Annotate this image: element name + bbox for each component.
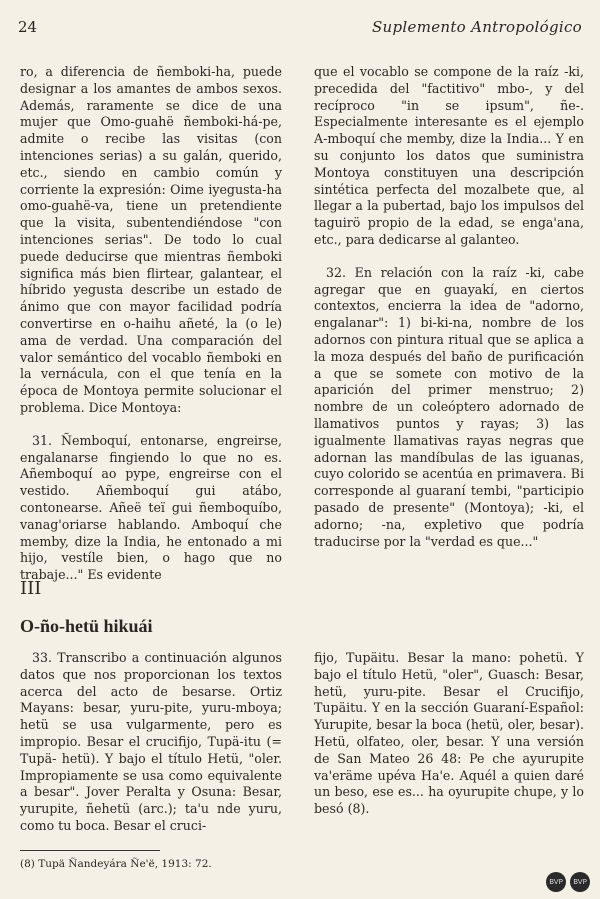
- paragraph-31: 31. Ñemboquí, entonarse, engreirse, engalanarse fingiendo lo que no es. Añemboquí ao pype, engreirse con el vestido. Añemboquí gui atábo, contonearse. Añeë teï gui ñemboquíbo, vanag'oriarse hablando. Amboquí che memby, dize la India, he entonado a mi hijo, vestíle bien, o hago que no trabaje..." Es evidente: [20, 432, 282, 583]
- footnote-divider: [20, 850, 160, 851]
- paragraph: fijo, Tupäitu. Besar la mano: pohetü. Y bajo el título Hetü, "oler", Guasch: Besar, hetü, yuru-pite. Besar el Crucifijo, Tupäitu. Y en la sección Guaraní-Español: Yurupite, besar la boca (hetü, oler, besar). Hetü, olfateo, oler, besar. Y una versión de San Mateo 26 48: Pe che ayurupite va'eräme upéva Ha'e. Aquél a quien daré un beso, ese es... ha oyurupite chupe, y lo besó (8).: [314, 650, 584, 817]
- section-number: III: [20, 578, 42, 599]
- logo-text: BVP: [549, 878, 563, 886]
- logo-text: BVP: [573, 878, 587, 886]
- paragraph: ro, a diferencia de ñemboki-ha, puede designar a los amantes de ambos sexos. Además, raramente se dice de una mujer que Omo-guahë ñemboki-há-pe, admite o recibe las visitas (con intenciones serias) a su galán, querido, etc., siendo en cambio común y corriente la expresión: Oime iyegusta-ha omo-guahë-va, tiene un pretendiente que la visita, subentendiéndose "con intenciones serias". De todo lo cual puede deducirse que mientras ñemboki significa más bien flirtear, galantear, el híbrido yegusta describe un estado de ánimo que con mayor facilidad podría convertirse en o-haihu añeté, la (o le) ama de verdad. Una comparación del valor semántico del vocablo ñemboki en la vernácula, con el que tenía en la época de Montoya permite solucionar el problema. Dice Montoya:: [20, 64, 282, 415]
- section-title: O-ño-hetü hikuái: [20, 616, 153, 636]
- right-column-bottom: [314, 650, 584, 818]
- watermark-badges: [546, 872, 590, 892]
- page-number: 24: [18, 18, 38, 36]
- footnote: (8) Tupä Ñandeyára Ñe'ë, 1913: 72.: [20, 858, 212, 870]
- right-column-top: [314, 64, 584, 550]
- library-logo-icon: [546, 872, 566, 892]
- paragraph: que el vocablo se compone de la raíz -ki, precedida del "factitivo" mbo-, y del recíproco "in se ipsum", ñe-. Especialmente interesante es el ejemplo A-mboquí che memby, dize la India... Y en su conjunto los datos que suministra Montoya constituyen una descripción sintética perfecta del mozalbete que, al llegar a la pubertad, bajo los impulsos del taguirö propio de la edad, se enga'ana, etc., para dedicarse al galanteo.: [314, 64, 584, 247]
- library-logo-icon: [570, 872, 590, 892]
- paragraph-32: 32. En relación con la raíz -ki, cabe agregar que en guayakí, en ciertos contextos, encierra la idea de "adorno, engalanar": 1) bi-ki-na, nombre de los adornos con pintura ritual que se aplica a la moza después del baño de purificación a que se somete con motivo de la aparición del primer menstruo; 2) nombre de un coleóptero adornado de llamativos puntos y rayas; 3) las igualmente llamativas rayas negras que adornan las mandíbulas de las iguanas, cuyo colorido se acentúa en primavera. Bi corresponde al guaraní tembi, "participio pasado de presente" (Montoya); -ki, el adorno; -na, expletivo que podría traducirse por la "verdad es que...": [314, 264, 584, 549]
- paragraph-33: 33. Transcribo a continuación algunos datos que nos proporcionan los textos acerca del acto de besarse. Ortiz Mayans: besar, yuru-pite, yuru-mboya; hetü se usa vulgarmente, pero es impropio. Besar el crucifijo, Tupä-itu (= Tupä- hetü). Y bajo el título Hetü, "oler. Impropiamente se usa como equivalente a besar". Jover Peralta y Osuna: Besar, yurupite, ñehetü (arc.); ta'u nde yuru, como tu boca. Besar el cruci-: [20, 650, 282, 833]
- left-column-top: [20, 64, 282, 584]
- running-title: Suplemento Antropológico: [371, 18, 582, 36]
- left-column-bottom: [20, 650, 282, 835]
- page-header: [14, 14, 586, 38]
